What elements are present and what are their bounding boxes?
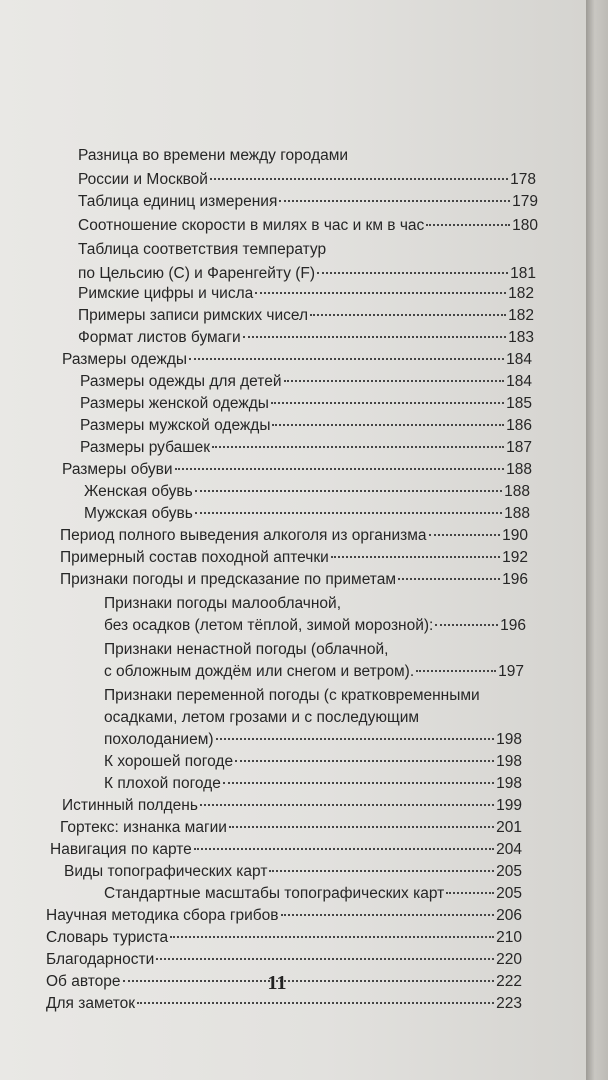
toc-entry (0, 326, 586, 350)
toc-entry (0, 436, 586, 460)
toc-entry (0, 970, 586, 994)
dot-leader (310, 313, 506, 316)
toc-entry (0, 502, 586, 526)
toc-entry-title: К хорошей погоде (104, 753, 234, 770)
dot-leader (195, 511, 502, 514)
dot-leader (284, 379, 505, 382)
toc-entry (0, 414, 586, 438)
toc-entry (0, 546, 586, 570)
dot-leader (331, 555, 500, 558)
toc-entry-title: Размеры одежды (62, 351, 188, 368)
toc-entry-page: 197 (498, 663, 524, 680)
toc-entry-title-line: Признаки переменной погоды (с кратковременными (104, 687, 480, 704)
toc-entry-page: 199 (496, 797, 522, 814)
toc-entry-page: 190 (502, 527, 528, 544)
toc-entry-title: Виды топографических карт (64, 863, 268, 880)
toc-entry-page: 223 (496, 995, 522, 1012)
toc-entry-title-line: Таблица соответствия температур (78, 241, 327, 258)
toc-entry-title: Примерный состав походной аптечки (60, 549, 329, 566)
dot-leader (170, 935, 494, 938)
toc-entry-page: 222 (496, 973, 522, 990)
toc-entry-title: Размеры мужской одежды (80, 417, 271, 434)
toc-entry (0, 838, 586, 862)
toc-entry-title-line: осадками, летом грозами и с последующим (104, 709, 420, 726)
toc-entry-page: 178 (510, 171, 536, 188)
dot-leader (123, 979, 495, 982)
toc-entry (0, 238, 586, 286)
toc-entry-title: похолоданием) (104, 731, 214, 748)
dot-leader (189, 357, 504, 360)
toc-entry-title: Стандартные масштабы топографических карт (104, 885, 445, 902)
toc-entry-title: с обложным дождём или снегом и ветром). (104, 663, 415, 680)
toc-entry (0, 926, 586, 950)
dot-leader (429, 533, 501, 536)
dot-leader (416, 669, 496, 672)
toc-entry (0, 370, 586, 394)
toc-entry-page: 201 (496, 819, 522, 836)
toc-entry-title: Размеры одежды для детей (80, 373, 282, 390)
dot-leader (269, 869, 494, 872)
dot-leader (175, 467, 505, 470)
toc-entry-title-line: Разница во времени между городами (78, 147, 349, 164)
dot-leader (435, 623, 498, 626)
toc-entry (0, 638, 586, 686)
toc-entry (0, 750, 586, 774)
toc-entry (0, 480, 586, 504)
toc-entry-page: 187 (506, 439, 532, 456)
toc-entry (0, 568, 586, 592)
dot-leader (210, 177, 508, 180)
toc-entry-title-line: Признаки погоды малооблачной, (104, 595, 342, 612)
dot-leader (281, 913, 495, 916)
toc-entry (0, 860, 586, 884)
toc-entry-page: 179 (512, 193, 538, 210)
dot-leader (398, 577, 500, 580)
dot-leader (446, 891, 494, 894)
dot-leader (216, 737, 495, 740)
dot-leader (200, 803, 494, 806)
toc-entry-title: Истинный полдень (62, 797, 198, 814)
toc-entry-page: 180 (512, 217, 538, 234)
dot-leader (255, 291, 506, 294)
toc-entry-page: 186 (506, 417, 532, 434)
toc-entry-title: Размеры рубашек (80, 439, 211, 456)
toc-entry-title: Соотношение скорости в милях в час и км в час (78, 217, 425, 234)
toc-entry (0, 214, 586, 238)
toc-entry-title-line: Признаки ненастной погоды (облачной, (104, 641, 389, 658)
toc-entry (0, 882, 586, 906)
dot-leader (229, 825, 494, 828)
toc-entry-title: К плохой погоде (104, 775, 221, 792)
toc-entry-page: 205 (496, 863, 522, 880)
toc-entry-title: Размеры обуви (62, 461, 173, 478)
toc-entry-page: 198 (496, 753, 522, 770)
toc-entry-title: Римские цифры и числа (78, 285, 254, 302)
toc-entry (0, 794, 586, 818)
toc-entry-page: 198 (496, 731, 522, 748)
toc-entry-title: России и Москвой (78, 171, 208, 188)
toc-entry-page: 196 (500, 617, 526, 634)
toc-entry-title: без осадков (летом тёплой, зимой морозной): (104, 617, 434, 634)
toc-entry-title: Формат листов бумаги (78, 329, 241, 346)
toc-entry-page: 184 (506, 373, 532, 390)
toc-entry (0, 458, 586, 482)
dot-leader (223, 781, 494, 784)
dot-leader (194, 847, 494, 850)
toc-entry (0, 190, 586, 214)
toc-entry-page: 188 (504, 505, 530, 522)
toc-entry-title: Признаки погоды и предсказание по приметам (60, 571, 396, 588)
toc-entry (0, 392, 586, 416)
dot-leader (243, 335, 507, 338)
toc-entry-page: 183 (508, 329, 534, 346)
toc-entry (0, 684, 586, 754)
dot-leader (272, 423, 504, 426)
toc-entry-page: 192 (502, 549, 528, 566)
toc-entry-page: 188 (504, 483, 530, 500)
toc-entry (0, 524, 586, 548)
toc-entry-title: Таблица единиц измерения (78, 193, 278, 210)
toc-entry-title: Период полного выведения алкоголя из организма (60, 527, 427, 544)
dot-leader (137, 1001, 494, 1004)
toc-entry (0, 948, 586, 972)
dot-leader (271, 401, 504, 404)
toc-entry (0, 992, 586, 1016)
toc-entry-page: 220 (496, 951, 522, 968)
toc-entry-page: 205 (496, 885, 522, 902)
toc-entry-page: 196 (502, 571, 528, 588)
toc-entry-page: 182 (508, 285, 534, 302)
toc-entry-title: Словарь туриста (46, 929, 169, 946)
toc-entry-title: Навигация по карте (50, 841, 192, 858)
toc-entry (0, 816, 586, 840)
toc-entry-title: Для заметок (46, 995, 136, 1012)
dot-leader (426, 223, 510, 226)
toc-entry-title: Об авторе (46, 973, 121, 990)
toc-entry-title: Гортекс: изнанка магии (60, 819, 227, 836)
toc-entry-title: Женская обувь (84, 483, 193, 500)
toc-entry (0, 304, 586, 328)
dot-leader (235, 759, 494, 762)
toc-entry (0, 772, 586, 796)
toc-entry (0, 904, 586, 928)
toc-entry (0, 144, 586, 192)
toc-entry-page: 188 (506, 461, 532, 478)
dot-leader (317, 271, 508, 274)
toc-entry-title: Научная методика сбора грибов (46, 907, 279, 924)
toc-entry-page: 198 (496, 775, 522, 792)
page-number: 11 (267, 972, 287, 994)
toc-entry-title: Благодарности (46, 951, 155, 968)
toc-entry-page: 206 (496, 907, 522, 924)
dot-leader (156, 957, 494, 960)
toc-entry-page: 182 (508, 307, 534, 324)
toc-entry-title: Примеры записи римских чисел (78, 307, 309, 324)
dot-leader (212, 445, 504, 448)
toc-entry (0, 282, 586, 306)
dot-leader (279, 199, 510, 202)
book-edge (586, 0, 608, 1080)
toc-entry-page: 184 (506, 351, 532, 368)
toc-entry-page: 204 (496, 841, 522, 858)
toc-entry (0, 592, 586, 640)
toc-entry-page: 210 (496, 929, 522, 946)
toc-entry-title: Размеры женской одежды (80, 395, 269, 412)
toc-entry-page: 185 (506, 395, 532, 412)
toc-entry (0, 348, 586, 372)
toc-entry-title: по Цельсию (С) и Фаренгейту (F) (78, 265, 316, 282)
toc-entry-title: Мужская обувь (84, 505, 193, 522)
dot-leader (195, 489, 502, 492)
toc-entry-page: 181 (510, 265, 536, 282)
